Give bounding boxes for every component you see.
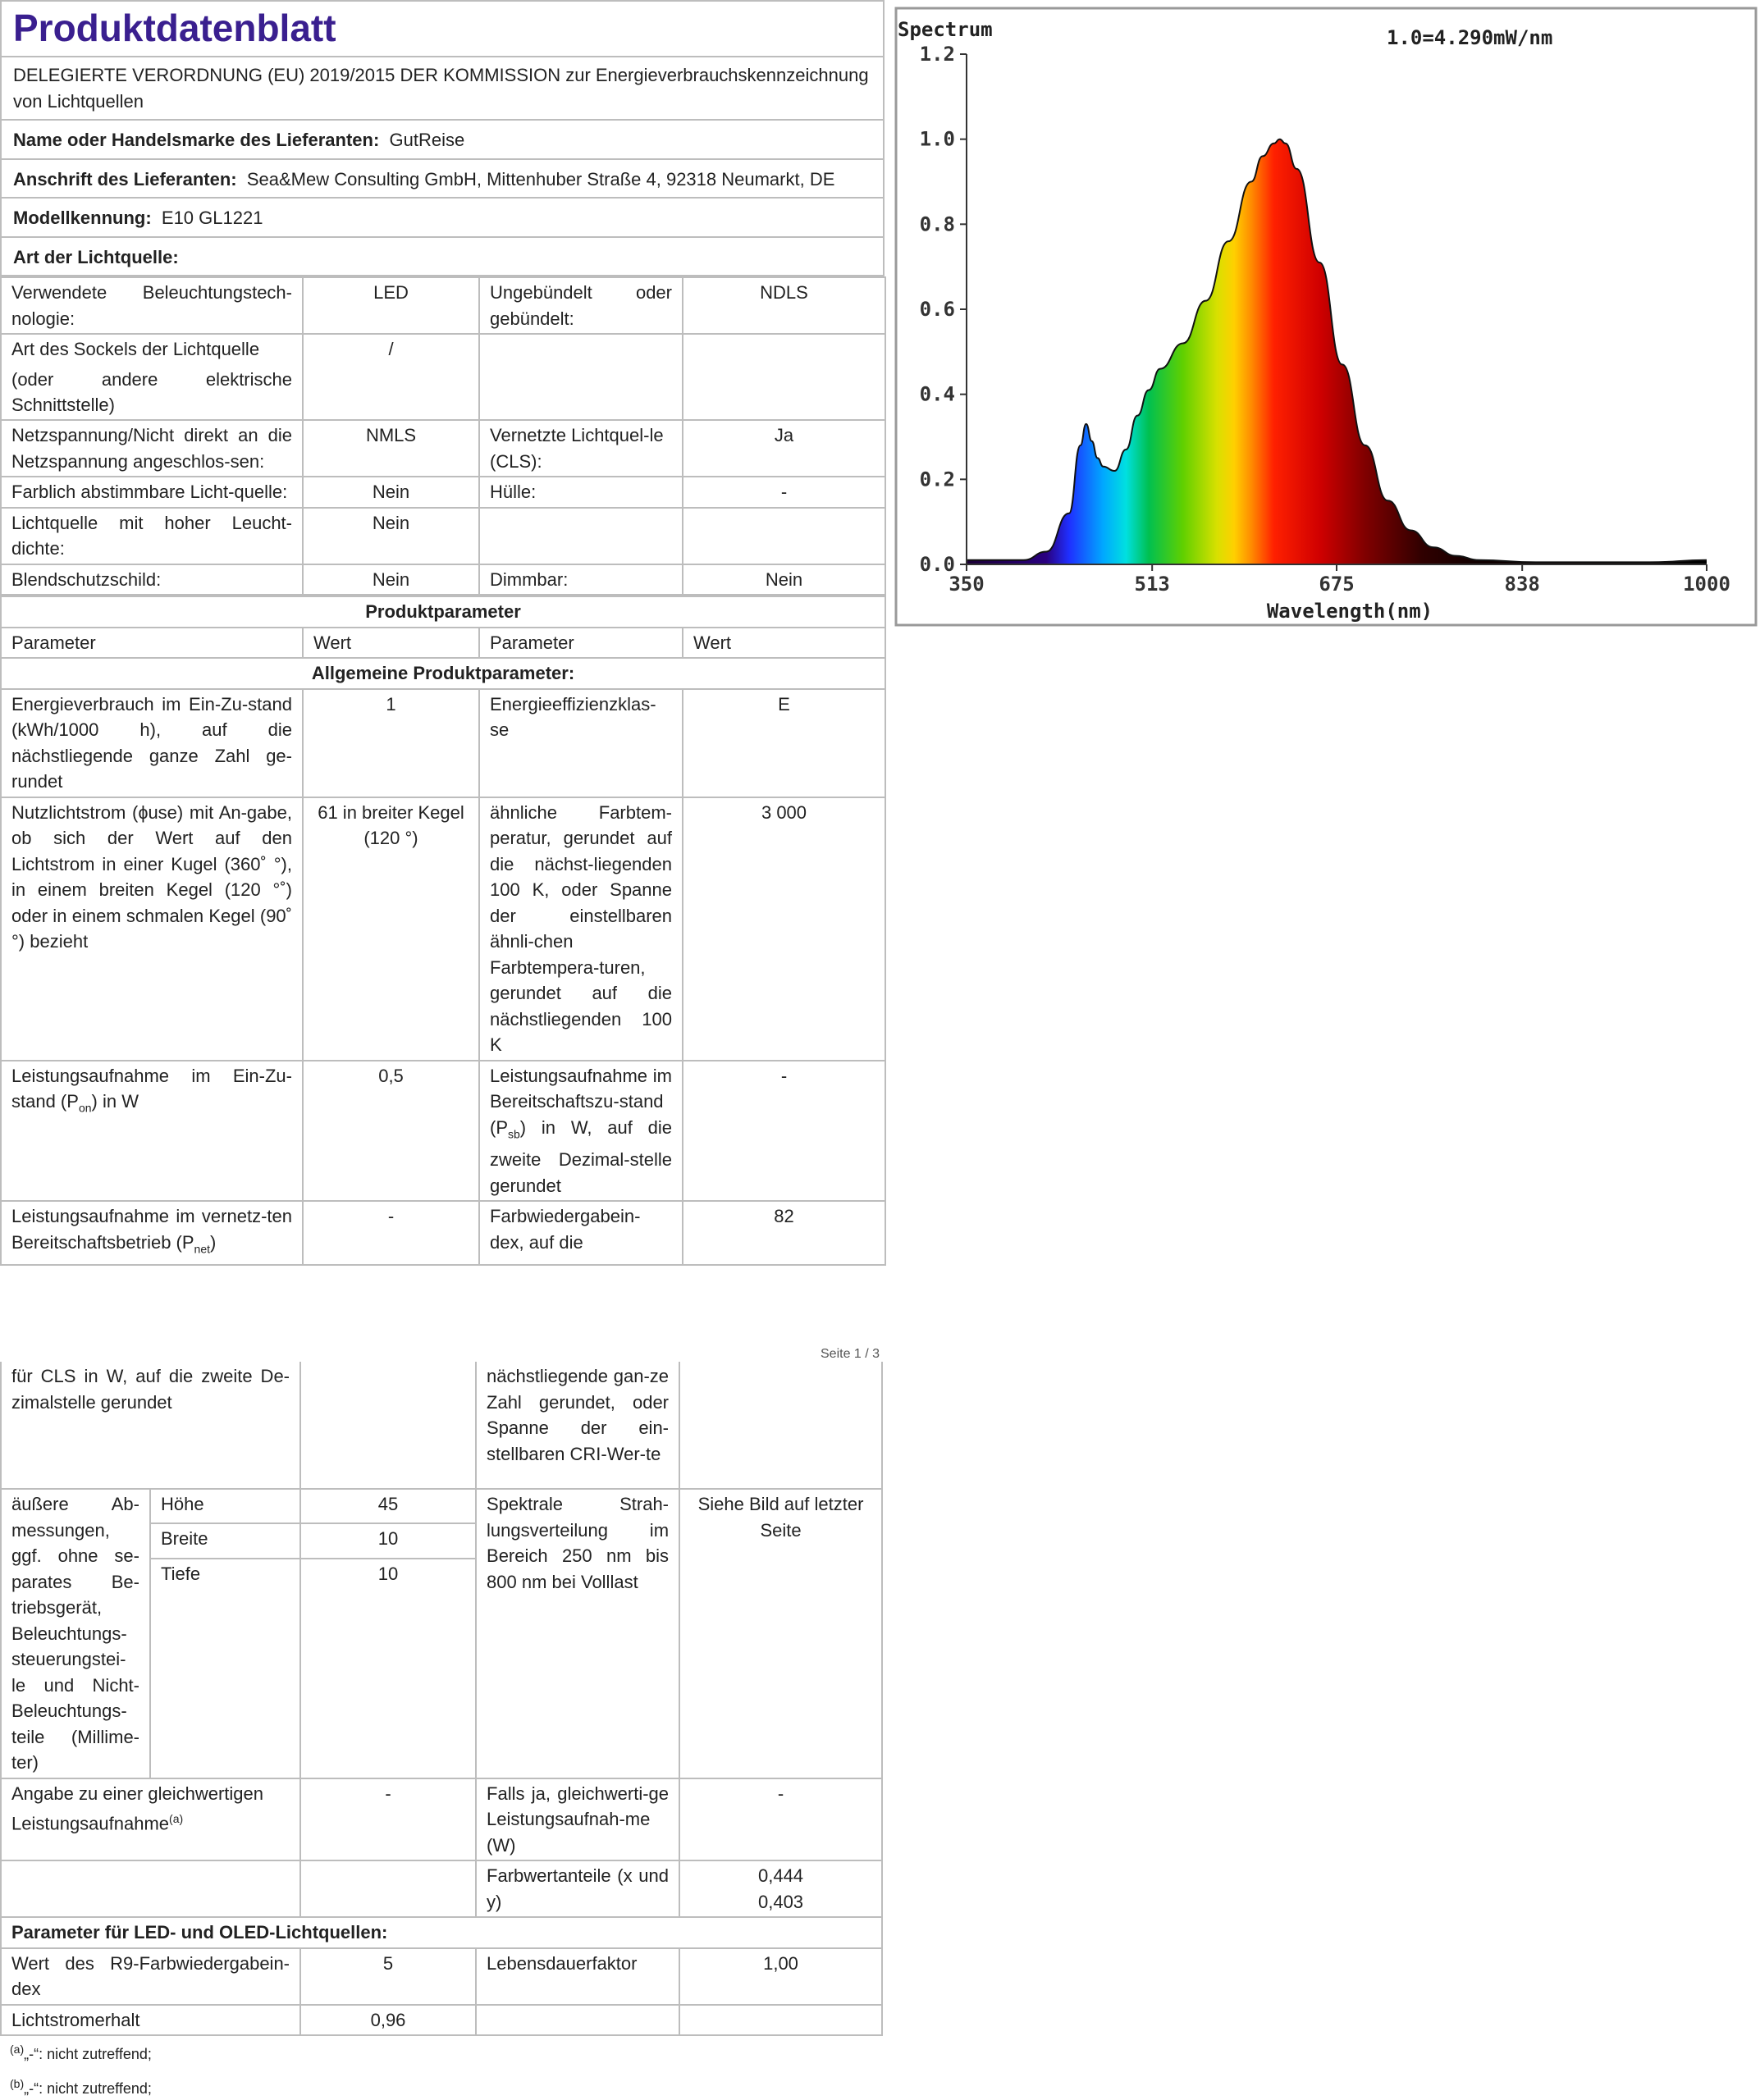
energy-value: 1 <box>303 689 479 797</box>
pnet-label <box>1 1201 303 1264</box>
bundled-value: NDLS <box>683 277 885 334</box>
psb-value: - <box>683 1061 885 1202</box>
tunable-label: Farblich abstimmbare Licht-quelle: <box>1 477 303 508</box>
glare-label: Blendschutzschild: <box>1 564 303 596</box>
socket-value: / <box>303 334 479 420</box>
chroma-x: 0,444 <box>757 1865 804 1886</box>
dimmable-value: Nein <box>683 564 885 596</box>
model-label: Modellkennung: <box>13 208 152 228</box>
led-params-title: Parameter für LED- und OLED-Lichtquellen: <box>1 1917 882 1948</box>
pon-label <box>1 1061 303 1202</box>
width-value: 10 <box>300 1523 476 1558</box>
pnet-value-cont <box>300 1362 476 1489</box>
socket-label-line1: Art des Sockels der Lichtquelle <box>11 339 260 359</box>
cls-value: Ja <box>683 420 885 477</box>
pon-value: 0,5 <box>303 1061 479 1202</box>
model-row <box>1 198 884 237</box>
psb-label <box>479 1061 683 1202</box>
general-params-title: Allgemeine Produktparameter: <box>1 658 885 689</box>
spd-value: Siehe Bild auf letzter Seite <box>679 1489 882 1778</box>
footnote-b-text: „-“: nicht zutreffend; <box>24 2080 152 2097</box>
y-tick-label: 0.0 <box>919 553 955 576</box>
highlum-label: Lichtquelle mit hoher Leucht-dichte: <box>1 508 303 564</box>
light-type-label: Art der Lichtquelle: <box>1 237 884 276</box>
chroma-empty-1 <box>1 1860 300 1917</box>
col-header-value-1: Wert <box>303 628 479 659</box>
footnote-b-mark: (b) <box>10 2077 25 2090</box>
chroma-values <box>679 1860 882 1917</box>
supplier-address-value: Sea&Mew Consulting GmbH, Mittenhuber Straße 4, 92318 Neumarkt, DE <box>246 168 835 189</box>
footnote-a-text: „-“: nicht zutreffend; <box>24 2046 152 2062</box>
pon-label-unit: ) in W <box>91 1091 139 1112</box>
y-tick-label: 1.0 <box>919 127 955 151</box>
envelope-value: - <box>683 477 885 508</box>
cri-value: 82 <box>683 1201 885 1264</box>
psb-sub: sb <box>508 1126 520 1140</box>
spd-label: Spektrale Strah-lungsverteilung im Bereich 250 nm bis 800 nm bei Volllast <box>476 1489 679 1778</box>
mains-value: NMLS <box>303 420 479 477</box>
equiv-value: - <box>300 1778 476 1861</box>
col-header-param-1: Parameter <box>1 628 303 659</box>
product-params-table <box>0 596 886 1266</box>
page-number: Seite 1 / 3 <box>821 1347 880 1361</box>
psb-label-text: Leistungsaufnahme im Bereitschaftszu-stand (P <box>490 1065 672 1138</box>
col-header-value-2: Wert <box>683 628 885 659</box>
pnet-label-cont: für CLS in W, auf die zweite De-zimalstelle gerundet <box>1 1362 300 1489</box>
class-value: E <box>683 689 885 797</box>
y-tick-label: 1.2 <box>919 43 955 66</box>
cls-label: Vernetzte Lichtquel-le (CLS): <box>479 420 683 477</box>
x-tick-label: 675 <box>1319 573 1355 596</box>
glare-value: Nein <box>303 564 479 596</box>
equiv-label-text: Angabe zu einer gleichwertigen Leistungsaufnahme <box>11 1783 263 1834</box>
highlum-empty-2 <box>683 508 885 564</box>
maint-empty-2 <box>679 2005 882 2036</box>
maint-empty-1 <box>476 2005 679 2036</box>
x-axis-label: Wavelength(nm) <box>1266 600 1433 623</box>
pnet-label-text: Leistungsaufnahme im vernetz-ten Bereitschaftsbetrieb (P <box>11 1206 292 1253</box>
tunable-value: Nein <box>303 477 479 508</box>
equiv-w-label: Falls ja, gleichwerti-ge Leistungsaufnah-me (W) <box>476 1778 679 1861</box>
model-value: E10 GL1221 <box>161 208 263 228</box>
footnote-a <box>10 2039 881 2064</box>
equiv-label <box>1 1778 300 1861</box>
pnet-label-end: ) <box>210 1231 217 1253</box>
supplier-address-row <box>1 159 884 199</box>
height-value: 45 <box>300 1489 476 1523</box>
spectrum-chart <box>894 7 1758 630</box>
envelope-label: Hülle: <box>479 477 683 508</box>
socket-label-line2: (oder andere elektrische Schnittstelle) <box>11 369 292 415</box>
supplier-address-label: Anschrift des Lieferanten: <box>13 168 237 189</box>
dims-label: äußere Ab-messungen, ggf. ohne se-parates Be-triebsgerät, Beleuchtungs-steuerungstei-le und Nicht-Beleuchtungs-teile (Millime-ter) <box>1 1489 150 1778</box>
r9-label: Wert des R9-Farbwiedergabein-dex <box>1 1948 300 2005</box>
cri-label: Farbwiedergabein-dex, auf die <box>479 1201 683 1264</box>
equiv-w-value: - <box>679 1778 882 1861</box>
maint-value: 0,96 <box>300 2005 476 2036</box>
height-label: Höhe <box>150 1489 300 1523</box>
energy-label: Energieverbrauch im Ein-Zu-stand (kWh/1000 h), auf die nächstliegende ganze Zahl ge-rundet <box>1 689 303 797</box>
page-title: Produktdatenblatt <box>1 1 884 57</box>
footnote-a-mark: (a) <box>10 2043 25 2056</box>
tech-label: Verwendete Beleuchtungstech-nologie: <box>1 277 303 334</box>
chroma-empty-2 <box>300 1860 476 1917</box>
psb-label-unit: ) in W, auf die zweite Dezimal-stelle gerundet <box>490 1116 672 1196</box>
socket-empty-1 <box>479 334 683 420</box>
equiv-sup: (a) <box>169 1812 184 1825</box>
cri-label-cont: nächstliegende gan-ze Zahl gerundet, oder Spanne der ein-stellbaren CRI-Wer-te <box>476 1362 679 1489</box>
width-label: Breite <box>150 1523 300 1558</box>
chroma-y: 0,403 <box>757 1891 804 1912</box>
x-tick-label: 350 <box>949 573 985 596</box>
header-table <box>0 0 885 276</box>
product-params-table-cont <box>0 1362 883 2036</box>
y-tick-label: 0.4 <box>919 382 955 406</box>
y-tick-label: 0.8 <box>919 212 955 236</box>
cct-label: ähnliche Farbtem-peratur, gerundet auf die nächst-liegenden 100 K, oder Spanne der einstellbaren ähnli-chen Farbtempera-turen, gerundet auf die nächstliegenden 100 K <box>479 797 683 1061</box>
chart-title: Spectrum <box>898 18 993 41</box>
y-tick-label: 0.6 <box>919 298 955 321</box>
supplier-name-value: GutReise <box>389 130 465 150</box>
x-tick-label: 1000 <box>1683 573 1730 596</box>
pon-sub: on <box>78 1101 92 1115</box>
chart-annotation: 1.0=4.290mW/nm <box>1387 26 1553 49</box>
class-label: Energieeffizienzklas-se <box>479 689 683 797</box>
flux-value: 61 in breiter Kegel (120 °) <box>303 797 479 1061</box>
pon-label-text: Leistungsaufnahme im Ein-Zu-stand (P <box>11 1065 292 1112</box>
depth-label: Tiefe <box>150 1559 300 1778</box>
r9-value: 5 <box>300 1948 476 2005</box>
socket-label <box>1 334 303 420</box>
flux-label: Nutzlichtstrom (ɸuse) mit An-gabe, ob sich der Wert auf den Lichtstrom in einer Kugel (360˚ °), in einem breiten Kegel (120 °˚) oder in einem schmalen Kegel (90˚ °) bezieht <box>1 797 303 1061</box>
datasheet-page-2 <box>0 1362 881 2098</box>
life-value: 1,00 <box>679 1948 882 2005</box>
datasheet-page-1 <box>0 0 885 1266</box>
col-header-param-2: Parameter <box>479 628 683 659</box>
cct-value: 3 000 <box>683 797 885 1061</box>
pnet-sub: net <box>194 1242 211 1256</box>
chroma-label: Farbwertanteile (x und y) <box>476 1860 679 1917</box>
depth-value: 10 <box>300 1559 476 1778</box>
dimmable-label: Dimmbar: <box>479 564 683 596</box>
x-tick-label: 838 <box>1504 573 1540 596</box>
life-label: Lebensdauerfaktor <box>476 1948 679 2005</box>
cri-value-cont <box>679 1362 882 1489</box>
mains-label: Netzspannung/Nicht direkt an die Netzspannung angeschlos-sen: <box>1 420 303 477</box>
footnote-b <box>10 2074 881 2098</box>
product-params-title: Produktparameter <box>1 596 885 628</box>
maint-label: Lichtstromerhalt <box>1 2005 300 2036</box>
socket-empty-2 <box>683 334 885 420</box>
y-tick-label: 0.2 <box>919 468 955 491</box>
x-tick-label: 513 <box>1134 573 1170 596</box>
tech-value: LED <box>303 277 479 334</box>
bundled-label: Ungebündelt oder gebündelt: <box>479 277 683 334</box>
supplier-name-label: Name oder Handelsmarke des Lieferanten: <box>13 130 380 150</box>
light-type-table <box>0 276 886 596</box>
highlum-empty-1 <box>479 508 683 564</box>
regulation-text: DELEGIERTE VERORDNUNG (EU) 2019/2015 DER KOMMISSION zur Energieverbrauchskennzeichnung von Lichtquellen <box>1 57 884 120</box>
supplier-name-row <box>1 120 884 159</box>
highlum-value: Nein <box>303 508 479 564</box>
pnet-value: - <box>303 1201 479 1264</box>
